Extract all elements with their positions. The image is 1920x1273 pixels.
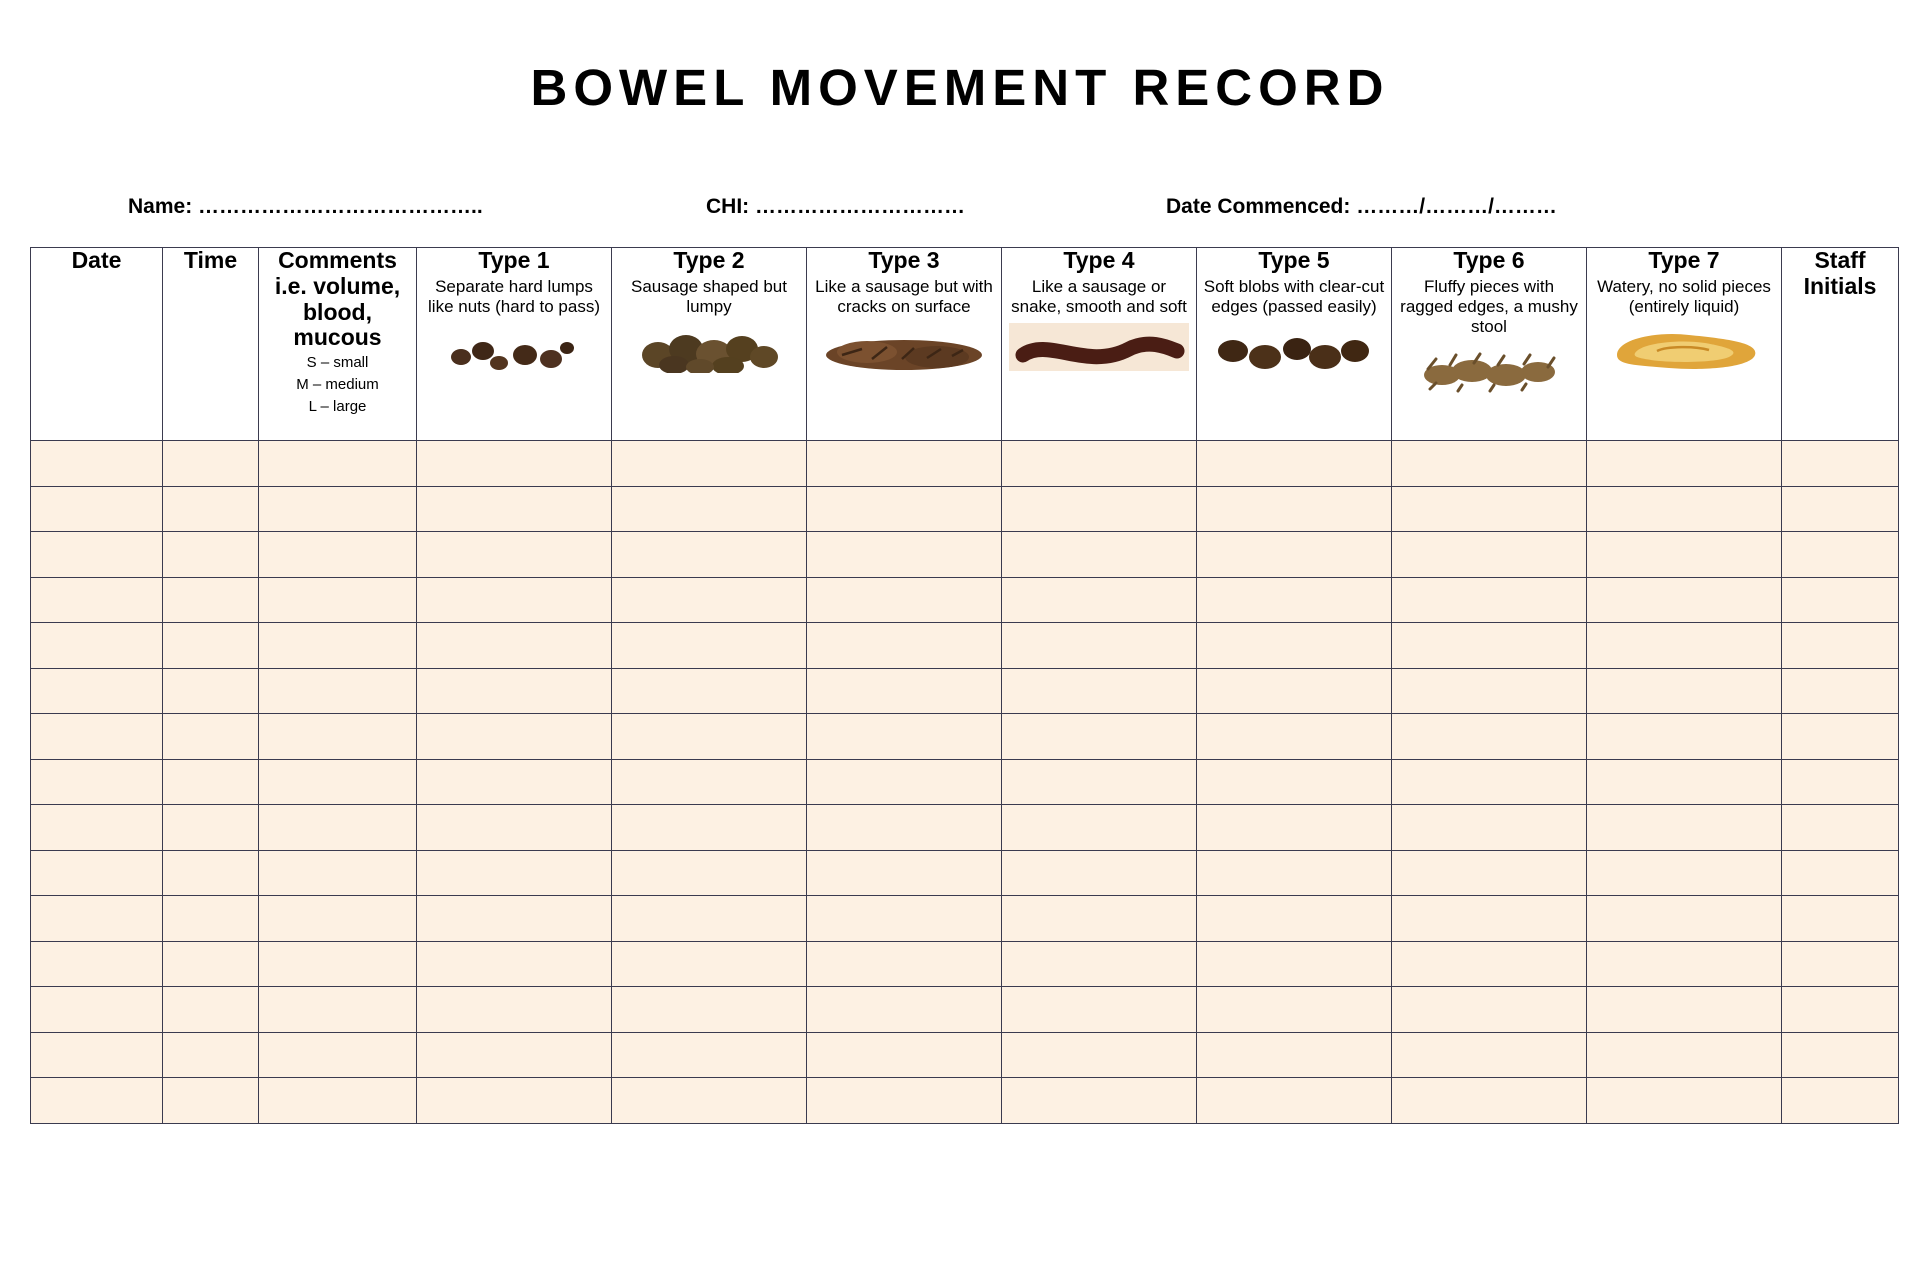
- stool-type4-icon: [1002, 321, 1196, 379]
- cell-type3[interactable]: [807, 577, 1002, 623]
- header-title: Time: [183, 247, 238, 273]
- cell-time[interactable]: [163, 850, 259, 896]
- cell-type6[interactable]: [1392, 805, 1587, 851]
- cell-type1[interactable]: [417, 486, 612, 532]
- cell-type6[interactable]: [1392, 1078, 1587, 1124]
- cell-type5[interactable]: [1197, 987, 1392, 1033]
- table-row: [31, 941, 1899, 987]
- cell-type5[interactable]: [1197, 532, 1392, 578]
- cell-type3[interactable]: [807, 896, 1002, 942]
- cell-date[interactable]: [31, 850, 163, 896]
- cell-type2[interactable]: [612, 1032, 807, 1078]
- cell-type6[interactable]: [1392, 486, 1587, 532]
- cell-date[interactable]: [31, 441, 163, 487]
- cell-comments[interactable]: [259, 441, 417, 487]
- cell-comments[interactable]: [259, 714, 417, 760]
- cell-type3[interactable]: [807, 1078, 1002, 1124]
- cell-comments[interactable]: [259, 987, 417, 1033]
- chi-label: CHI:: [706, 195, 750, 218]
- cell-staff[interactable]: [1782, 714, 1899, 760]
- column-header-type7: [1587, 248, 1782, 441]
- column-header-comments: [259, 248, 417, 441]
- cell-type3[interactable]: [807, 759, 1002, 805]
- name-value: …………………………………..: [198, 195, 483, 218]
- cell-time[interactable]: [163, 441, 259, 487]
- cell-type1[interactable]: [417, 577, 612, 623]
- table-row: [31, 623, 1899, 669]
- cell-type5[interactable]: [1197, 714, 1392, 760]
- cell-type1[interactable]: [417, 805, 612, 851]
- header-subtitle: Fluffy pieces with ragged edges, a mushy stool: [1400, 276, 1578, 336]
- cell-staff[interactable]: [1782, 850, 1899, 896]
- cell-type3[interactable]: [807, 987, 1002, 1033]
- cell-type3[interactable]: [807, 532, 1002, 578]
- cell-type5[interactable]: [1197, 896, 1392, 942]
- cell-date[interactable]: [31, 805, 163, 851]
- cell-type7[interactable]: [1587, 987, 1782, 1033]
- cell-comments[interactable]: [259, 1032, 417, 1078]
- cell-type5[interactable]: [1197, 1032, 1392, 1078]
- cell-date[interactable]: [31, 714, 163, 760]
- cell-type5[interactable]: [1197, 577, 1392, 623]
- header-title: Date: [71, 247, 122, 273]
- cell-type4[interactable]: [1002, 1032, 1197, 1078]
- column-header-type3: [807, 248, 1002, 441]
- cell-time[interactable]: [163, 1032, 259, 1078]
- cell-type2[interactable]: [612, 486, 807, 532]
- comments-size-small: S – small: [306, 354, 369, 371]
- name-label: Name:: [128, 195, 193, 218]
- column-header-type5: [1197, 248, 1392, 441]
- header-title: Staff Initials: [1803, 247, 1877, 299]
- cell-type4[interactable]: [1002, 714, 1197, 760]
- comments-size-medium: M – medium: [296, 375, 379, 393]
- cell-time[interactable]: [163, 532, 259, 578]
- cell-type7[interactable]: [1587, 623, 1782, 669]
- cell-date[interactable]: [31, 759, 163, 805]
- cell-comments[interactable]: [259, 850, 417, 896]
- cell-date[interactable]: [31, 623, 163, 669]
- cell-type1[interactable]: [417, 850, 612, 896]
- cell-staff[interactable]: [1782, 896, 1899, 942]
- header-subtitle: Sausage shaped but lumpy: [631, 276, 787, 316]
- header-title: Type 5: [1258, 247, 1330, 273]
- header-subtitle: Separate hard lumps like nuts (hard to pass): [428, 276, 600, 316]
- page-title: BOWEL MOVEMENT RECORD: [530, 59, 1390, 116]
- cell-type5[interactable]: [1197, 486, 1392, 532]
- cell-time[interactable]: [163, 1078, 259, 1124]
- cell-type1[interactable]: [417, 623, 612, 669]
- cell-type2[interactable]: [612, 714, 807, 760]
- cell-staff[interactable]: [1782, 441, 1899, 487]
- cell-staff[interactable]: [1782, 668, 1899, 714]
- cell-type6[interactable]: [1392, 896, 1587, 942]
- cell-type4[interactable]: [1002, 896, 1197, 942]
- cell-type6[interactable]: [1392, 850, 1587, 896]
- date-commenced-field[interactable]: [1166, 195, 1557, 219]
- cell-staff[interactable]: [1782, 759, 1899, 805]
- cell-type7[interactable]: [1587, 577, 1782, 623]
- cell-date[interactable]: [31, 941, 163, 987]
- cell-time[interactable]: [163, 714, 259, 760]
- table-body: [31, 441, 1899, 1124]
- cell-type1[interactable]: [417, 532, 612, 578]
- cell-type6[interactable]: [1392, 668, 1587, 714]
- cell-type6[interactable]: [1392, 1032, 1587, 1078]
- cell-type2[interactable]: [612, 532, 807, 578]
- stool-type5-icon: [1197, 321, 1391, 379]
- cell-type6[interactable]: [1392, 577, 1587, 623]
- chi-field[interactable]: [706, 195, 965, 219]
- table-row: [31, 1078, 1899, 1124]
- cell-type6[interactable]: [1392, 441, 1587, 487]
- cell-type7[interactable]: [1587, 850, 1782, 896]
- table-row: [31, 896, 1899, 942]
- cell-date[interactable]: [31, 896, 163, 942]
- cell-type6[interactable]: [1392, 759, 1587, 805]
- cell-type7[interactable]: [1587, 1078, 1782, 1124]
- cell-time[interactable]: [163, 759, 259, 805]
- cell-type7[interactable]: [1587, 532, 1782, 578]
- cell-type3[interactable]: [807, 668, 1002, 714]
- cell-type3[interactable]: [807, 850, 1002, 896]
- cell-staff[interactable]: [1782, 805, 1899, 851]
- cell-type2[interactable]: [612, 577, 807, 623]
- cell-type2[interactable]: [612, 987, 807, 1033]
- cell-staff[interactable]: [1782, 987, 1899, 1033]
- cell-type4[interactable]: [1002, 441, 1197, 487]
- cell-type7[interactable]: [1587, 896, 1782, 942]
- cell-staff[interactable]: [1782, 577, 1899, 623]
- cell-comments[interactable]: [259, 577, 417, 623]
- table-header-row: [31, 248, 1899, 441]
- cell-type2[interactable]: [612, 850, 807, 896]
- stool-type1-icon: [417, 321, 611, 379]
- cell-type2[interactable]: [612, 441, 807, 487]
- chi-value: …………………………: [755, 195, 966, 218]
- cell-type2[interactable]: [612, 759, 807, 805]
- stool-type3-icon: [807, 321, 1001, 379]
- table-row: [31, 532, 1899, 578]
- cell-date[interactable]: [31, 532, 163, 578]
- cell-type5[interactable]: [1197, 759, 1392, 805]
- table-row: [31, 486, 1899, 532]
- cell-type2[interactable]: [612, 623, 807, 669]
- cell-time[interactable]: [163, 896, 259, 942]
- column-header-type4: [1002, 248, 1197, 441]
- cell-comments[interactable]: [259, 805, 417, 851]
- cell-date[interactable]: [31, 987, 163, 1033]
- cell-type1[interactable]: [417, 987, 612, 1033]
- cell-type7[interactable]: [1587, 941, 1782, 987]
- cell-type5[interactable]: [1197, 805, 1392, 851]
- cell-date[interactable]: [31, 1032, 163, 1078]
- cell-type7[interactable]: [1587, 441, 1782, 487]
- cell-type7[interactable]: [1587, 486, 1782, 532]
- cell-comments[interactable]: [259, 623, 417, 669]
- cell-type7[interactable]: [1587, 805, 1782, 851]
- cell-type6[interactable]: [1392, 987, 1587, 1033]
- cell-type3[interactable]: [807, 805, 1002, 851]
- cell-type4[interactable]: [1002, 759, 1197, 805]
- cell-type7[interactable]: [1587, 1032, 1782, 1078]
- cell-time[interactable]: [163, 987, 259, 1033]
- cell-type4[interactable]: [1002, 532, 1197, 578]
- cell-staff[interactable]: [1782, 1078, 1899, 1124]
- cell-type4[interactable]: [1002, 1078, 1197, 1124]
- cell-type3[interactable]: [807, 714, 1002, 760]
- cell-type1[interactable]: [417, 668, 612, 714]
- cell-type4[interactable]: [1002, 987, 1197, 1033]
- cell-type1[interactable]: [417, 759, 612, 805]
- cell-time[interactable]: [163, 941, 259, 987]
- table-row: [31, 987, 1899, 1033]
- header-title: Type 2: [673, 247, 745, 273]
- comments-size-large: L – large: [308, 397, 367, 415]
- table-row: [31, 577, 1899, 623]
- cell-type1[interactable]: [417, 941, 612, 987]
- cell-type5[interactable]: [1197, 441, 1392, 487]
- cell-staff[interactable]: [1782, 486, 1899, 532]
- header-subtitle: Soft blobs with clear-cut edges (passed easily): [1203, 276, 1385, 316]
- table-row: [31, 714, 1899, 760]
- header-title: Type 7: [1648, 247, 1720, 273]
- cell-type3[interactable]: [807, 623, 1002, 669]
- cell-type2[interactable]: [612, 941, 807, 987]
- cell-type4[interactable]: [1002, 486, 1197, 532]
- date-commenced-label: Date Commenced:: [1166, 195, 1351, 218]
- cell-type7[interactable]: [1587, 759, 1782, 805]
- cell-time[interactable]: [163, 668, 259, 714]
- cell-staff[interactable]: [1782, 1032, 1899, 1078]
- cell-type4[interactable]: [1002, 668, 1197, 714]
- column-header-type1: [417, 248, 612, 441]
- cell-comments[interactable]: [259, 1078, 417, 1124]
- cell-type4[interactable]: [1002, 850, 1197, 896]
- cell-type2[interactable]: [612, 1078, 807, 1124]
- cell-comments[interactable]: [259, 896, 417, 942]
- column-header-staff-initials: [1782, 248, 1899, 441]
- cell-type5[interactable]: [1197, 623, 1392, 669]
- header-title: Comments i.e. volume, blood, mucous: [274, 247, 401, 351]
- cell-type4[interactable]: [1002, 941, 1197, 987]
- cell-date[interactable]: [31, 486, 163, 532]
- cell-type4[interactable]: [1002, 805, 1197, 851]
- table-row: [31, 850, 1899, 896]
- cell-type3[interactable]: [807, 941, 1002, 987]
- column-header-type2: [612, 248, 807, 441]
- header-subtitle: Watery, no solid pieces (entirely liquid): [1597, 276, 1771, 316]
- cell-staff[interactable]: [1782, 532, 1899, 578]
- header-title: Type 1: [478, 247, 550, 273]
- bowel-record-table: [30, 247, 1899, 1124]
- cell-date[interactable]: [31, 1078, 163, 1124]
- cell-type3[interactable]: [807, 441, 1002, 487]
- cell-type3[interactable]: [807, 1032, 1002, 1078]
- cell-type2[interactable]: [612, 896, 807, 942]
- date-commenced-value: ………/………/………: [1356, 195, 1557, 218]
- table-row: [31, 668, 1899, 714]
- cell-time[interactable]: [163, 486, 259, 532]
- header-title: Type 6: [1453, 247, 1525, 273]
- cell-comments[interactable]: [259, 668, 417, 714]
- stool-type6-icon: [1392, 341, 1586, 399]
- cell-date[interactable]: [31, 668, 163, 714]
- header-subtitle: Like a sausage but with cracks on surface: [815, 276, 993, 316]
- cell-type4[interactable]: [1002, 577, 1197, 623]
- cell-type5[interactable]: [1197, 850, 1392, 896]
- header-subtitle: Like a sausage or snake, smooth and soft: [1011, 276, 1187, 316]
- column-header-type6: [1392, 248, 1587, 441]
- identification-row: [0, 195, 1920, 229]
- stool-type2-icon: [612, 321, 806, 379]
- cell-type5[interactable]: [1197, 668, 1392, 714]
- cell-type6[interactable]: [1392, 714, 1587, 760]
- cell-time[interactable]: [163, 577, 259, 623]
- bowel-movement-record-page: [0, 58, 1920, 1273]
- cell-type6[interactable]: [1392, 532, 1587, 578]
- header-title: Type 4: [1063, 247, 1135, 273]
- table-row: [31, 441, 1899, 487]
- cell-time[interactable]: [163, 805, 259, 851]
- cell-date[interactable]: [31, 577, 163, 623]
- cell-type5[interactable]: [1197, 1078, 1392, 1124]
- cell-type3[interactable]: [807, 486, 1002, 532]
- cell-type1[interactable]: [417, 714, 612, 760]
- cell-type7[interactable]: [1587, 714, 1782, 760]
- cell-type1[interactable]: [417, 1078, 612, 1124]
- table-row: [31, 759, 1899, 805]
- cell-time[interactable]: [163, 623, 259, 669]
- cell-comments[interactable]: [259, 486, 417, 532]
- cell-staff[interactable]: [1782, 941, 1899, 987]
- cell-comments[interactable]: [259, 532, 417, 578]
- column-header-time: [163, 248, 259, 441]
- cell-type5[interactable]: [1197, 941, 1392, 987]
- cell-staff[interactable]: [1782, 623, 1899, 669]
- header-title: Type 3: [868, 247, 940, 273]
- cell-type2[interactable]: [612, 805, 807, 851]
- table-row: [31, 1032, 1899, 1078]
- column-header-date: [31, 248, 163, 441]
- cell-type6[interactable]: [1392, 941, 1587, 987]
- stool-type7-icon: [1587, 321, 1781, 379]
- cell-type1[interactable]: [417, 1032, 612, 1078]
- cell-type2[interactable]: [612, 668, 807, 714]
- name-field[interactable]: [128, 195, 483, 219]
- cell-type7[interactable]: [1587, 668, 1782, 714]
- cell-type4[interactable]: [1002, 623, 1197, 669]
- cell-type6[interactable]: [1392, 623, 1587, 669]
- table-row: [31, 805, 1899, 851]
- cell-comments[interactable]: [259, 759, 417, 805]
- cell-type1[interactable]: [417, 896, 612, 942]
- cell-type1[interactable]: [417, 441, 612, 487]
- cell-comments[interactable]: [259, 941, 417, 987]
